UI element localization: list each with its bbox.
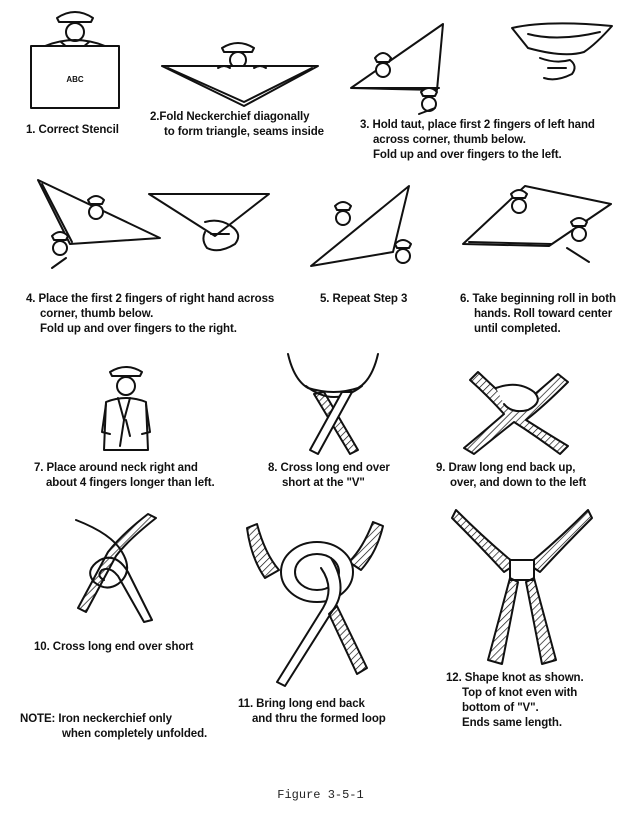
step-5-illustration bbox=[305, 178, 425, 278]
step-3-hand-illustration bbox=[508, 18, 620, 93]
step-2-caption-line: to form triangle, seams inside bbox=[164, 126, 324, 138]
step-4-hand-illustration bbox=[145, 188, 275, 263]
step-4-caption-line: 4. Place the first 2 fingers of right hand across bbox=[26, 293, 275, 305]
step-2-illustration bbox=[158, 28, 328, 108]
stencil-text: ABC bbox=[66, 75, 84, 84]
step-7-caption-line: 7. Place around neck right and bbox=[34, 462, 198, 474]
step-6-caption-line: until completed. bbox=[474, 323, 561, 335]
step-3-illustration bbox=[345, 18, 465, 118]
step-9-caption-line: over, and down to the left bbox=[450, 477, 587, 489]
step-4-caption-line: Fold up and over fingers to the right. bbox=[40, 323, 237, 335]
step-9-illustration bbox=[448, 362, 588, 457]
note-caption-line: when completely unfolded. bbox=[62, 728, 208, 740]
step-7-caption bbox=[34, 461, 215, 491]
step-6-caption bbox=[460, 292, 616, 337]
step-12-caption bbox=[446, 671, 584, 731]
step-1-caption bbox=[26, 123, 119, 138]
step-6-caption-line: hands. Roll toward center bbox=[474, 308, 613, 320]
step-11-caption-line: 11. Bring long end back bbox=[238, 698, 365, 710]
step-8-caption-line: 8. Cross long end over bbox=[268, 462, 390, 474]
step-12-illustration bbox=[452, 506, 592, 666]
note-caption bbox=[20, 712, 207, 742]
step-9-caption-line: 9. Draw long end back up, bbox=[436, 462, 576, 474]
step-3-caption-line: across corner, thumb below. bbox=[373, 134, 526, 146]
step-6-caption-line: 6. Take beginning roll in both bbox=[460, 293, 616, 305]
step-5-caption bbox=[320, 292, 407, 307]
step-8-caption-line: short at the "V" bbox=[282, 477, 365, 489]
step-7-illustration bbox=[96, 362, 156, 457]
step-4-caption-line: corner, thumb below. bbox=[40, 308, 154, 320]
step-3-caption bbox=[360, 118, 595, 163]
step-3-caption-line: Fold up and over fingers to the left. bbox=[373, 149, 562, 161]
step-12-caption-line: Top of knot even with bbox=[462, 687, 578, 699]
step-9-caption bbox=[436, 461, 586, 491]
step-10-caption bbox=[34, 640, 193, 655]
step-6-illustration bbox=[455, 178, 630, 278]
step-12-caption-line: Ends same length. bbox=[462, 717, 562, 729]
step-10-illustration bbox=[56, 512, 176, 624]
step-7-caption-line: about 4 fingers longer than left. bbox=[46, 477, 215, 489]
step-5-caption-line: 5. Repeat Step 3 bbox=[320, 293, 408, 305]
step-11-caption bbox=[238, 697, 386, 727]
step-1-caption-line: 1. Correct Stencil bbox=[26, 124, 119, 136]
step-3-caption-line: 3. Hold taut, place first 2 fingers of left hand bbox=[360, 119, 595, 131]
figure-caption: Figure 3-5-1 bbox=[277, 788, 364, 802]
step-8-illustration bbox=[278, 350, 388, 458]
step-11-caption-line: and thru the formed loop bbox=[252, 713, 386, 725]
step-10-caption-line: 10. Cross long end over short bbox=[34, 641, 194, 653]
step-1-illustration bbox=[25, 2, 125, 114]
step-2-caption bbox=[150, 110, 324, 140]
step-2-caption-line: 2.Fold Neckerchief diagonally bbox=[150, 111, 310, 123]
step-8-caption bbox=[268, 461, 390, 491]
step-12-caption-line: bottom of "V". bbox=[462, 702, 539, 714]
step-4-caption bbox=[26, 292, 274, 337]
step-12-caption-line: 12. Shape knot as shown. bbox=[446, 672, 584, 684]
note-caption-line: NOTE: Iron neckerchief only bbox=[20, 713, 172, 725]
step-11-illustration bbox=[245, 518, 385, 688]
